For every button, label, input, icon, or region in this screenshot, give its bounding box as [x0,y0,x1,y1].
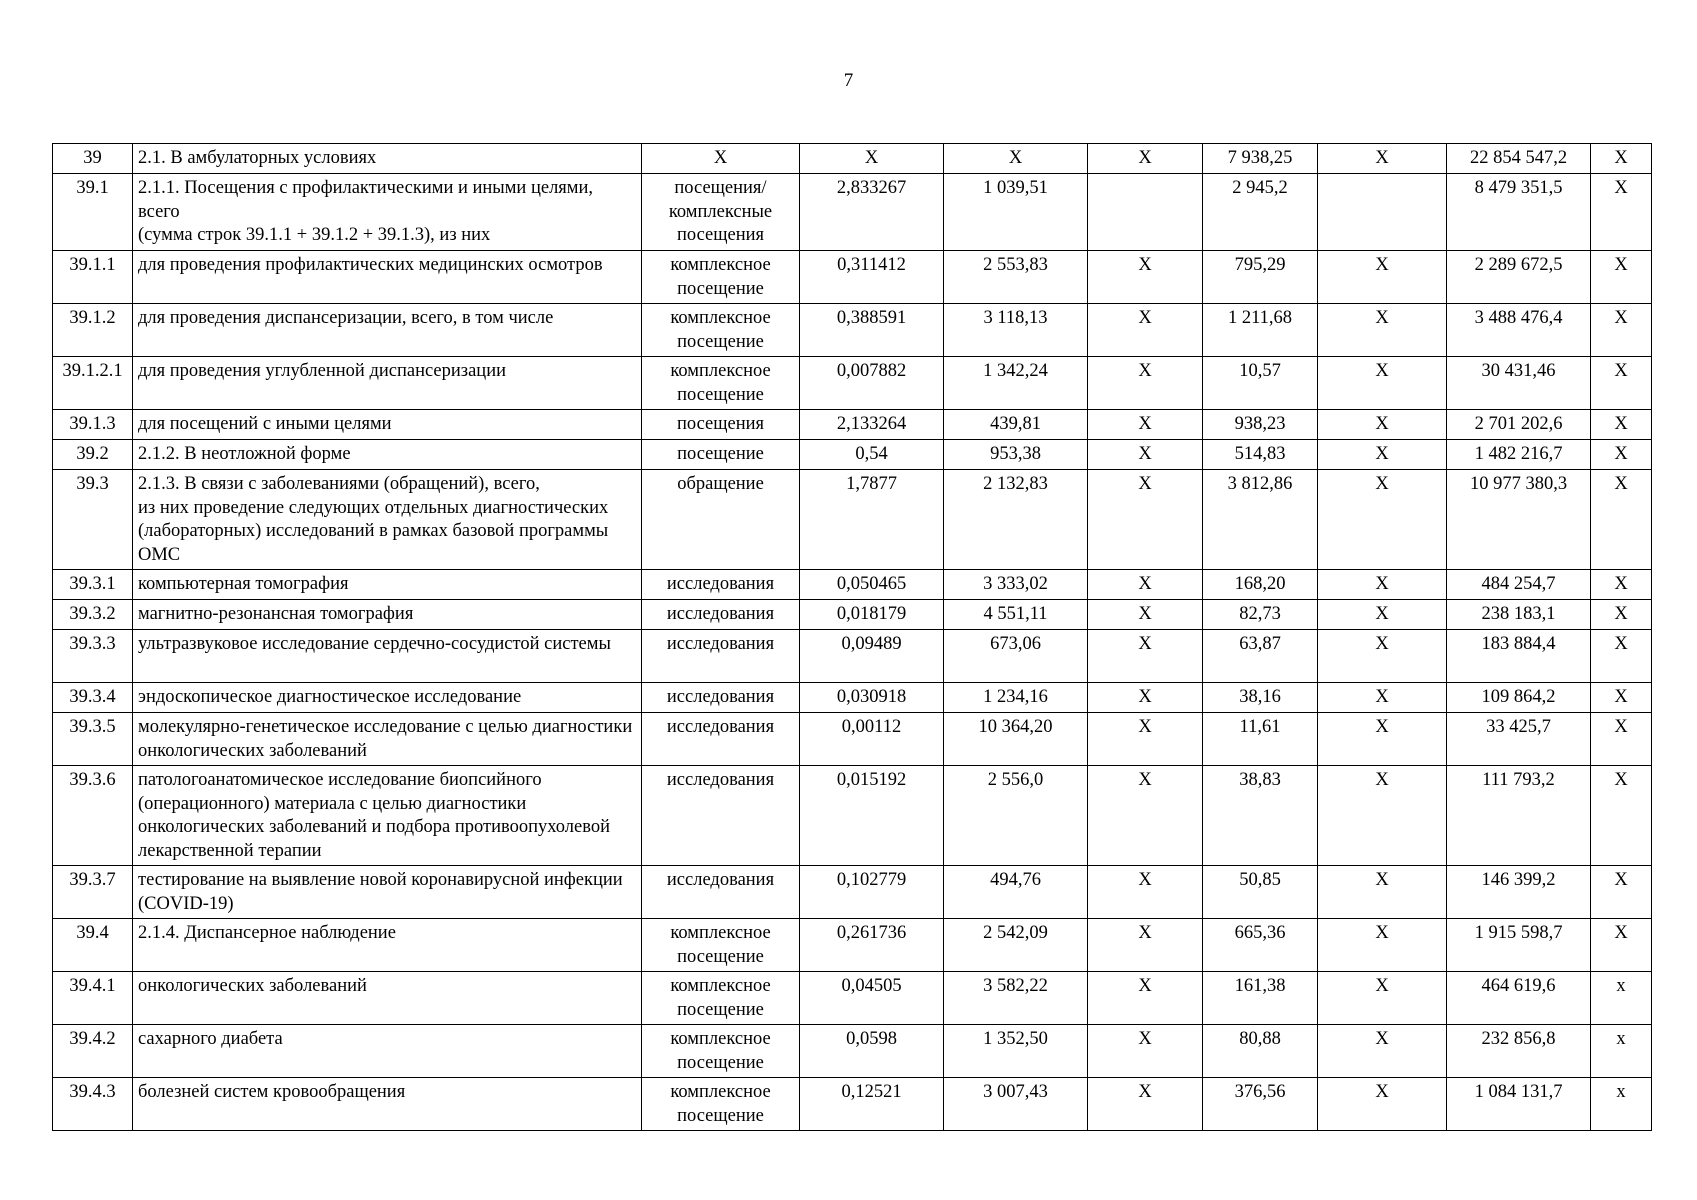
row-col7: 168,20 [1203,570,1318,600]
row-description: молекулярно-генетическое исследование с целью диагностики онкологических заболеваний [133,713,642,766]
row-col6: X [1088,600,1203,630]
row-col10: X [1591,174,1652,251]
row-col7: 50,85 [1203,866,1318,919]
row-description: 2.1.4. Диспансерное наблюдение [133,919,642,972]
row-col10: X [1591,144,1652,174]
row-col9: 2 701 202,6 [1447,410,1591,440]
row-col8: X [1318,972,1447,1025]
row-col10: X [1591,919,1652,972]
row-unit: комплексное посещение [642,919,800,972]
row-number: 39.1.2.1 [53,357,133,410]
row-norm-cost: X [944,144,1088,174]
row-norm-cost: 3 007,43 [944,1078,1088,1131]
row-col10: X [1591,630,1652,683]
row-col8: X [1318,357,1447,410]
row-norm-cost: 2 556,0 [944,766,1088,866]
row-number: 39.3.6 [53,766,133,866]
row-norm-cost: 3 333,02 [944,570,1088,600]
row-norm-volume: 0,00112 [800,713,944,766]
row-col7: 82,73 [1203,600,1318,630]
row-col9: 183 884,4 [1447,630,1591,683]
table-row [53,713,1652,766]
row-norm-volume: 2,833267 [800,174,944,251]
row-col8: X [1318,570,1447,600]
table-row [53,972,1652,1025]
row-col8: X [1318,683,1447,713]
row-col6: X [1088,251,1203,304]
row-col6: X [1088,144,1203,174]
row-norm-cost: 2 132,83 [944,470,1088,570]
row-number: 39.3.7 [53,866,133,919]
row-norm-volume: 0,0598 [800,1025,944,1078]
row-col6: X [1088,1078,1203,1131]
table-row [53,866,1652,919]
row-description: патологоанатомическое исследование биопсийного (операционного) материала с целью диагностики онкологических заболеваний и подбора противоопухолевой лекарственной терапии [133,766,642,866]
table-row [53,144,1652,174]
row-unit: посещение [642,440,800,470]
row-col7: 1 211,68 [1203,304,1318,357]
row-col7: 63,87 [1203,630,1318,683]
row-unit: исследования [642,713,800,766]
row-col6: X [1088,713,1203,766]
row-description: для проведения профилактических медицинских осмотров [133,251,642,304]
row-col10: X [1591,440,1652,470]
table-row [53,919,1652,972]
row-number: 39.1.3 [53,410,133,440]
row-unit: исследования [642,683,800,713]
row-unit: X [642,144,800,174]
row-number: 39.2 [53,440,133,470]
row-col7: 2 945,2 [1203,174,1318,251]
row-norm-volume: 0,04505 [800,972,944,1025]
row-unit: исследования [642,866,800,919]
row-number: 39 [53,144,133,174]
row-col8: X [1318,470,1447,570]
row-col9: 30 431,46 [1447,357,1591,410]
row-description: для посещений с иными целями [133,410,642,440]
row-norm-volume: 0,54 [800,440,944,470]
row-number: 39.3.1 [53,570,133,600]
row-col6: X [1088,683,1203,713]
row-norm-volume: X [800,144,944,174]
row-unit: комплексное посещение [642,1025,800,1078]
row-col8: X [1318,766,1447,866]
row-col7: 795,29 [1203,251,1318,304]
row-col10: X [1591,866,1652,919]
row-col10: X [1591,357,1652,410]
row-number: 39.4.3 [53,1078,133,1131]
row-norm-cost: 10 364,20 [944,713,1088,766]
row-description: 2.1.2. В неотложной форме [133,440,642,470]
row-unit: комплексное посещение [642,251,800,304]
row-col9: 1 482 216,7 [1447,440,1591,470]
row-norm-cost: 1 342,24 [944,357,1088,410]
row-col10: х [1591,1025,1652,1078]
row-col8: X [1318,251,1447,304]
row-col6: X [1088,570,1203,600]
row-norm-cost: 1 234,16 [944,683,1088,713]
row-col9: 2 289 672,5 [1447,251,1591,304]
row-col7: 938,23 [1203,410,1318,440]
row-description: для проведения углубленной диспансеризации [133,357,642,410]
row-unit: комплексное посещение [642,304,800,357]
row-col6: X [1088,1025,1203,1078]
row-description: эндоскопическое диагностическое исследование [133,683,642,713]
row-norm-volume: 0,388591 [800,304,944,357]
row-col10: X [1591,713,1652,766]
row-col9: 484 254,7 [1447,570,1591,600]
row-col9: 22 854 547,2 [1447,144,1591,174]
row-norm-volume: 1,7877 [800,470,944,570]
row-number: 39.3.2 [53,600,133,630]
row-col10: х [1591,1078,1652,1131]
table-row [53,440,1652,470]
row-number: 39.3.4 [53,683,133,713]
row-col8: X [1318,600,1447,630]
row-norm-cost: 4 551,11 [944,600,1088,630]
row-norm-volume: 0,050465 [800,570,944,600]
row-description: сахарного диабета [133,1025,642,1078]
row-col8: X [1318,144,1447,174]
row-col6: X [1088,972,1203,1025]
row-col7: 38,83 [1203,766,1318,866]
row-col7: 161,38 [1203,972,1318,1025]
row-number: 39.3 [53,470,133,570]
row-unit: комплексное посещение [642,357,800,410]
row-col8: X [1318,304,1447,357]
row-unit: обращение [642,470,800,570]
row-col10: X [1591,410,1652,440]
row-col6: X [1088,440,1203,470]
row-col8 [1318,174,1447,251]
row-norm-cost: 1 352,50 [944,1025,1088,1078]
row-col7: 38,16 [1203,683,1318,713]
row-norm-cost: 494,76 [944,866,1088,919]
row-norm-cost: 3 582,22 [944,972,1088,1025]
row-norm-volume: 0,015192 [800,766,944,866]
row-col8: X [1318,1078,1447,1131]
row-col8: X [1318,630,1447,683]
row-col7: 514,83 [1203,440,1318,470]
row-col6: X [1088,919,1203,972]
funding-table [52,143,1652,1131]
row-col9: 1 915 598,7 [1447,919,1591,972]
row-description: 2.1. В амбулаторных условиях [133,144,642,174]
row-description: тестирование на выявление новой коронавирусной инфекции (COVID-19) [133,866,642,919]
row-col8: X [1318,713,1447,766]
row-col6: X [1088,410,1203,440]
row-col8: X [1318,410,1447,440]
table-row [53,174,1652,251]
table-row [53,470,1652,570]
row-col10: х [1591,972,1652,1025]
row-description: 2.1.3. В связи с заболеваниями (обращений), всего, из них проведение следующих отдельных диагностических (лабораторных) исследований в рамках базовой программы ОМС [133,470,642,570]
row-col9: 33 425,7 [1447,713,1591,766]
row-number: 39.3.5 [53,713,133,766]
row-norm-volume: 0,311412 [800,251,944,304]
row-number: 39.4 [53,919,133,972]
row-description: ультразвуковое исследование сердечно-сосудистой системы [133,630,642,683]
table-row [53,410,1652,440]
row-norm-volume: 0,261736 [800,919,944,972]
row-col7: 10,57 [1203,357,1318,410]
row-norm-volume: 0,12521 [800,1078,944,1131]
row-col9: 109 864,2 [1447,683,1591,713]
row-unit: исследования [642,600,800,630]
row-norm-volume: 0,09489 [800,630,944,683]
row-col6: X [1088,630,1203,683]
row-col10: X [1591,600,1652,630]
table-row [53,683,1652,713]
row-col9: 8 479 351,5 [1447,174,1591,251]
row-number: 39.1 [53,174,133,251]
row-norm-cost: 1 039,51 [944,174,1088,251]
row-col10: X [1591,470,1652,570]
table-row [53,630,1652,683]
row-col7: 7 938,25 [1203,144,1318,174]
row-col7: 376,56 [1203,1078,1318,1131]
row-col6: X [1088,766,1203,866]
row-norm-cost: 2 542,09 [944,919,1088,972]
row-col10: X [1591,570,1652,600]
table-row [53,570,1652,600]
row-col9: 10 977 380,3 [1447,470,1591,570]
row-col6: X [1088,470,1203,570]
table-row [53,1025,1652,1078]
row-unit: посещения [642,410,800,440]
row-norm-volume: 0,018179 [800,600,944,630]
row-col6: X [1088,357,1203,410]
row-col7: 665,36 [1203,919,1318,972]
row-number: 39.4.2 [53,1025,133,1078]
table-row [53,600,1652,630]
row-unit: комплексное посещение [642,972,800,1025]
row-col9: 111 793,2 [1447,766,1591,866]
table-row [53,357,1652,410]
row-description: для проведения диспансеризации, всего, в том числе [133,304,642,357]
row-col9: 146 399,2 [1447,866,1591,919]
row-col8: X [1318,919,1447,972]
row-norm-cost: 439,81 [944,410,1088,440]
row-unit: комплексное посещение [642,1078,800,1131]
row-norm-volume: 0,030918 [800,683,944,713]
row-col8: X [1318,866,1447,919]
row-col6 [1088,174,1203,251]
row-col8: X [1318,440,1447,470]
row-number: 39.4.1 [53,972,133,1025]
row-norm-cost: 953,38 [944,440,1088,470]
row-col10: X [1591,683,1652,713]
row-description: компьютерная томография [133,570,642,600]
row-norm-cost: 2 553,83 [944,251,1088,304]
row-unit: исследования [642,630,800,683]
row-norm-cost: 3 118,13 [944,304,1088,357]
row-norm-volume: 0,102779 [800,866,944,919]
row-description: 2.1.1. Посещения с профилактическими и иными целями, всего (сумма строк 39.1.1 + 39.1.2 + 39.1.3), из них [133,174,642,251]
row-description: онкологических заболеваний [133,972,642,1025]
row-col7: 11,61 [1203,713,1318,766]
row-col9: 3 488 476,4 [1447,304,1591,357]
row-unit: исследования [642,570,800,600]
row-col10: X [1591,304,1652,357]
row-description: магнитно-резонансная томография [133,600,642,630]
table-row [53,251,1652,304]
row-col6: X [1088,304,1203,357]
row-col9: 232 856,8 [1447,1025,1591,1078]
row-unit: исследования [642,766,800,866]
table-row [53,1078,1652,1131]
row-col9: 464 619,6 [1447,972,1591,1025]
row-norm-volume: 0,007882 [800,357,944,410]
row-number: 39.1.1 [53,251,133,304]
row-number: 39.1.2 [53,304,133,357]
row-norm-volume: 2,133264 [800,410,944,440]
row-col10: X [1591,766,1652,866]
row-col9: 238 183,1 [1447,600,1591,630]
row-description: болезней систем кровообращения [133,1078,642,1131]
row-unit: посещения/ комплексные посещения [642,174,800,251]
table-row [53,304,1652,357]
row-number: 39.3.3 [53,630,133,683]
row-col7: 3 812,86 [1203,470,1318,570]
page-number: 7 [843,70,854,91]
table-row [53,766,1652,866]
row-col10: X [1591,251,1652,304]
row-col9: 1 084 131,7 [1447,1078,1591,1131]
row-col8: X [1318,1025,1447,1078]
row-col6: X [1088,866,1203,919]
row-norm-cost: 673,06 [944,630,1088,683]
row-col7: 80,88 [1203,1025,1318,1078]
